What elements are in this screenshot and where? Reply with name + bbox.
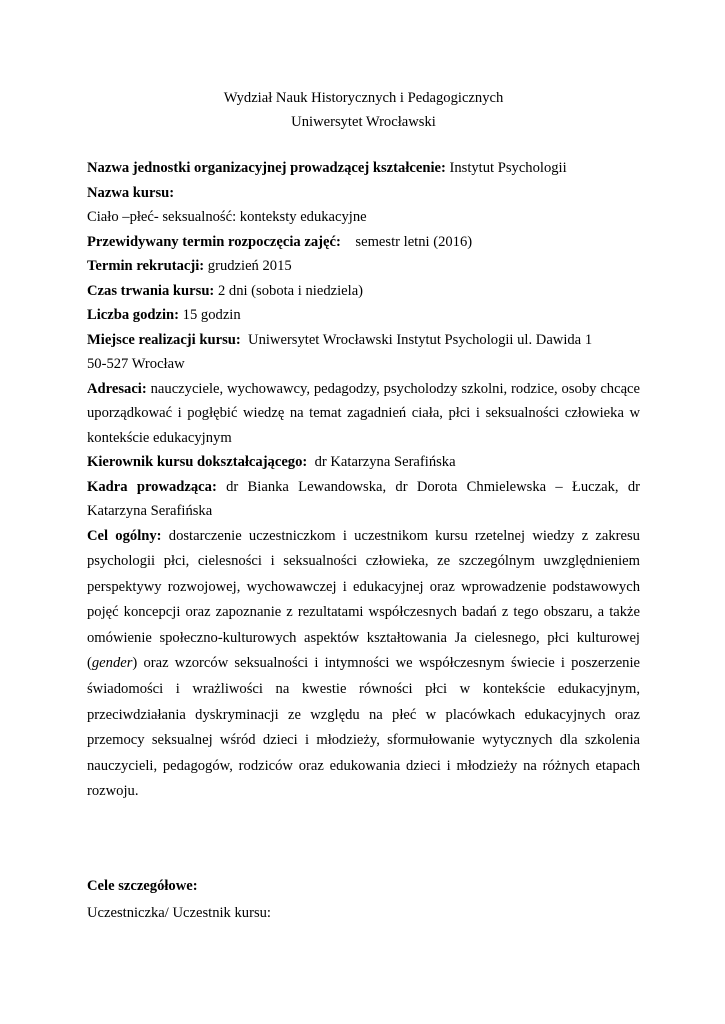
director-label: Kierownik kursu dokształcającego:: [87, 454, 308, 470]
general-goal-label: Cel ogólny:: [87, 527, 162, 544]
duration-value: 2 dni (sobota i niedziela): [214, 282, 364, 299]
recruitment-line: [87, 254, 640, 279]
unit-value: Instytut Psychologii: [445, 160, 567, 176]
director-line: [87, 450, 640, 475]
unit-label: Nazwa jednostki organizacyjnej prowadzącej kształcenie:: [87, 160, 446, 176]
place-label: Miejsce realizacji kursu:: [87, 331, 241, 348]
general-goal-italic: gender: [91, 655, 133, 672]
participant-line: Uczestniczka/ Uczestnik kursu:: [87, 905, 271, 922]
duration-label: Czas trwania kursu:: [87, 282, 215, 299]
place-postal: 50-527 Wrocław: [87, 356, 185, 372]
course-line: [87, 181, 640, 206]
course-label: Nazwa kursu:: [87, 184, 175, 201]
hours-value: 15 godzin: [179, 307, 241, 323]
audience-label: Adresaci:: [87, 380, 147, 397]
recruitment-value: grudzień 2015: [204, 258, 292, 274]
course-value: Ciało –płeć- seksualność: konteksty edukacyjne: [87, 209, 367, 225]
director-value: dr Katarzyna Serafińska: [307, 454, 456, 470]
faculty-name: Wydział Nauk Historycznych i Pedagogicznych: [223, 90, 504, 106]
general-goal-text-2: ) oraz wzorców seksualności i intymności we współczesnym świecie i poszerzenie świadomości i wrażliwości na kwestie równości płci w kontekście edukacyjnym, przeciwdziałania dyskryminacji ze względu na płeć w placówkach edukacyjnych oraz przemocy seksualnej wśród dzieci i młodzieży, sformułowanie wytycznych dla szkolenia nauczycieli, pedagogów, rodziców oraz edukowania dzieci i młodzieży na różnych etapach rozwoju.: [87, 655, 640, 800]
document-page: [87, 86, 640, 927]
duration-line: [87, 279, 640, 304]
audience-line: [87, 377, 640, 451]
place-line: [87, 328, 640, 353]
university-name: Uniwersytet Wrocławski: [291, 114, 436, 130]
unit-line: [87, 156, 640, 181]
start-line: [87, 230, 640, 255]
staff-value: dr Bianka Lewandowska, dr Dorota Chmielewska – Łuczak, dr Katarzyna Serafińska: [87, 478, 640, 519]
recruitment-label: Termin rekrutacji:: [87, 258, 205, 274]
specific-goals: [87, 873, 640, 927]
general-goal-text-1: dostarczenie uczestniczkom i uczestnikom kursu rzetelnej wiedzy z zakresu psychologii płci, cielesności i seksualności człowieka, ze szczególnym uwzględnieniem perspektywy rozwojowej, wychowawczej i edukacyjnej oraz wprowadzenie podstawowych pojęć koncepcji oraz zapoznanie z rezultatami współczesnych badań z tego obszaru, a także omówienie społeczno-kulturowych aspektów kształtowania Ja cielesnego, płci kulturowej (: [87, 527, 640, 672]
document-header: [87, 86, 640, 134]
hours-label: Liczba godzin:: [87, 307, 180, 323]
hours-line: [87, 303, 640, 328]
audience-value: nauczyciele, wychowawcy, pedagodzy, psycholodzy szkolni, rodzice, osoby chcące uporządkować i pogłębić wiedzę na temat zagadnień ciała, płci i seksualności człowieka w kontekście edukacyjnym: [87, 380, 640, 446]
specific-goals-label: Cele szczegółowe:: [87, 878, 198, 895]
start-value: semestr letni (2016): [340, 233, 473, 250]
staff-label: Kadra prowadząca:: [87, 478, 217, 495]
start-label: Przewidywany termin rozpoczęcia zajęć:: [87, 233, 341, 250]
place-value: Uniwersytet Wrocławski Instytut Psychologii ul. Dawida 1: [240, 331, 593, 348]
staff-line: [87, 475, 640, 524]
general-goal: [87, 524, 640, 806]
